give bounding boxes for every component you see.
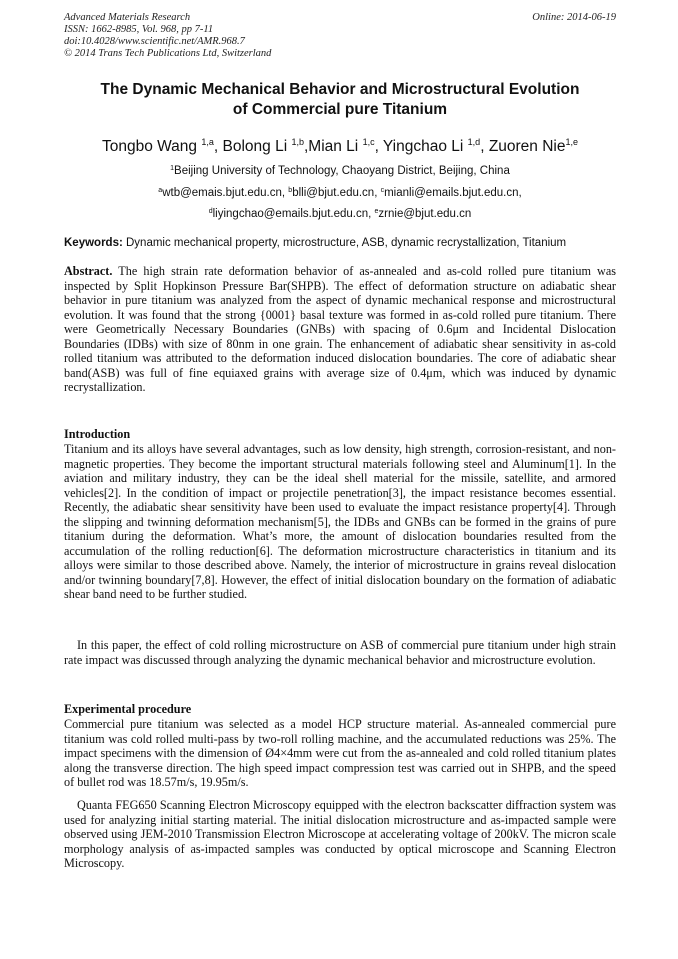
journal-name: Advanced Materials Research <box>64 12 191 23</box>
author-sep: , <box>480 138 489 155</box>
email-d: liyingchao@emails.bjut.edu.cn, <box>212 208 375 220</box>
affiliation-sup: 1 <box>170 165 175 172</box>
issn-line: ISSN: 1662-8985, Vol. 968, pp 7-11 <box>64 24 214 35</box>
introduction-heading: Introduction <box>64 427 131 441</box>
author-sup: 1,d <box>467 137 481 147</box>
email-e: zrnie@bjut.edu.cn <box>378 208 472 220</box>
email-b: blli@bjut.edu.cn, <box>292 187 381 199</box>
experimental-paragraph-1: Commercial pure titanium was selected as a model HCP structure material. As-annealed commercial pure titanium was cold rolled multi-pass by two-roll rolling machine, and the accumulated reductions was 25%. The impact specimens with the dimension of Ø4×4mm were cut from the as-annealed and cold rolled titanium plates along the transverse direction. The high speed impact compression test was carried out in SHPB, and the speed of bullet rod was 18.57m/s, 19.95m/s. <box>64 717 616 789</box>
experimental-paragraph-2: Quanta FEG650 Scanning Electron Microscopy equipped with the electron backscatter diffraction system was used for analyzing initial starting material. The initial dislocation microstructure and as-impacted sample were observed using JEM-2010 Transmission Electron Microscope at accelerating voltage of 200kV. The micron scale morphology analysis of as-impacted samples was conducted by optical microscope and Scanning Electron Microscopy. <box>64 798 616 870</box>
email-sup: e <box>374 208 379 215</box>
author-name: Zuoren Nie <box>488 138 566 155</box>
online-date: Online: 2014-06-19 <box>532 12 616 23</box>
author-sep: , <box>213 138 223 155</box>
email-sup: c <box>380 187 385 194</box>
journal-header <box>64 12 616 60</box>
title-line-1: The Dynamic Mechanical Behavior and Microstructural Evolution <box>100 81 580 98</box>
author-list <box>64 137 616 157</box>
keywords-line <box>64 236 616 250</box>
abstract-text: The high strain rate deformation behavior of as-annealed and as-cold rolled pure titanium was inspected by Split Hopkinson Pressure Bar(SHPB). The effect of deformation structure on adiabatic shear behavior in pure titanium was analyzed from the aspect of dynamic mechanical response and microstructural evolution. It was found that the strong {0001} basal texture was formed in as-cold rolled pure titanium. There were Geometrically Necessary Boundaries (GNBs) with spacing of 0.6μm and Incidental Dislocation Boundaries (IDBs) with size of 80nm in one grain. The enhancement of adiabatic shear sensitivity in as-cold rolled titanium was attributed to the deformation induced dislocation boundaries. The core of adiabatic shear band(ASB) was full of fine equiaxed grains with average size of 0.4μm, which was induced by dynamic recrystallization. <box>64 264 616 394</box>
affiliation <box>64 164 616 178</box>
author-sup: 1,b <box>291 137 304 147</box>
author-name: Yingchao Li <box>382 138 468 155</box>
abstract-label: Abstract. <box>64 264 113 278</box>
keywords-text: Dynamic mechanical property, microstructure, ASB, dynamic recrystallization, Titanium <box>122 237 567 249</box>
doi-line: doi:10.4028/www.scientific.net/AMR.968.7 <box>64 36 245 47</box>
email-sup: a <box>158 187 163 194</box>
keywords-label: Keywords: <box>64 237 123 249</box>
author-sep: , <box>303 138 309 155</box>
author-sup: 1,a <box>201 137 214 147</box>
copyright-line: © 2014 Trans Tech Publications Ltd, Switzerland <box>64 48 272 59</box>
email-line-2 <box>64 207 616 221</box>
introduction-paragraph-1: Titanium and its alloys have several advantages, such as low density, high strength, corrosion-resistant, and non-magnetic properties. They become the important structural materials following steel and Aluminum[1]. In the aviation and military industry, they can be the ideal shell material for the missile, satellite, and armored vehicles[2]. In the condition of impact or projectile penetration[3], the impact resistance becomes essential. Recently, the adiabatic shear sensitivity have been used to evaluate the impact resistance property[4]. Through the slipping and twinning deformation mechanism[5], the IDBs and GNBs can be formed in the grains of pure titanium during the deformation. What’s more, the amount of dislocation boundaries resulted from the accumulation of the rolling reduction[6]. The deformation microstructure characteristics in titanium and its alloys were similar to those described above. Namely, the interior of microstructure in grains reveal dislocation and/or twinning boundary[7,8]. However, the effect of initial dislocation boundary on the formation of adiabatic shear band need to be further studied. <box>64 442 616 601</box>
author-name: Mian Li <box>308 138 363 155</box>
email-a: wtb@emais.bjut.edu.cn, <box>162 187 289 199</box>
email-line-1 <box>64 186 616 200</box>
author-name: Bolong Li <box>222 138 292 155</box>
email-sup: d <box>208 208 213 215</box>
experimental-heading: Experimental procedure <box>64 702 192 716</box>
abstract <box>64 264 616 395</box>
author-sep: , <box>374 138 383 155</box>
paper-title <box>64 80 616 120</box>
introduction-paragraph-2: In this paper, the effect of cold rolling microstructure on ASB of commercial pure titanium under high strain rate impact was discussed through analyzing the dynamic mechanical behavior and microstructure evolution. <box>64 638 616 667</box>
author-name: Tongbo Wang <box>101 138 202 155</box>
title-line-2: of Commercial pure Titanium <box>232 101 448 118</box>
author-sup: 1,e <box>565 137 579 147</box>
affiliation-text: Beijing University of Technology, Chaoyang District, Beijing, China <box>174 165 510 177</box>
email-sup: b <box>288 187 293 194</box>
author-sup: 1,c <box>362 137 375 147</box>
email-c: mianli@emails.bjut.edu.cn, <box>384 187 522 199</box>
